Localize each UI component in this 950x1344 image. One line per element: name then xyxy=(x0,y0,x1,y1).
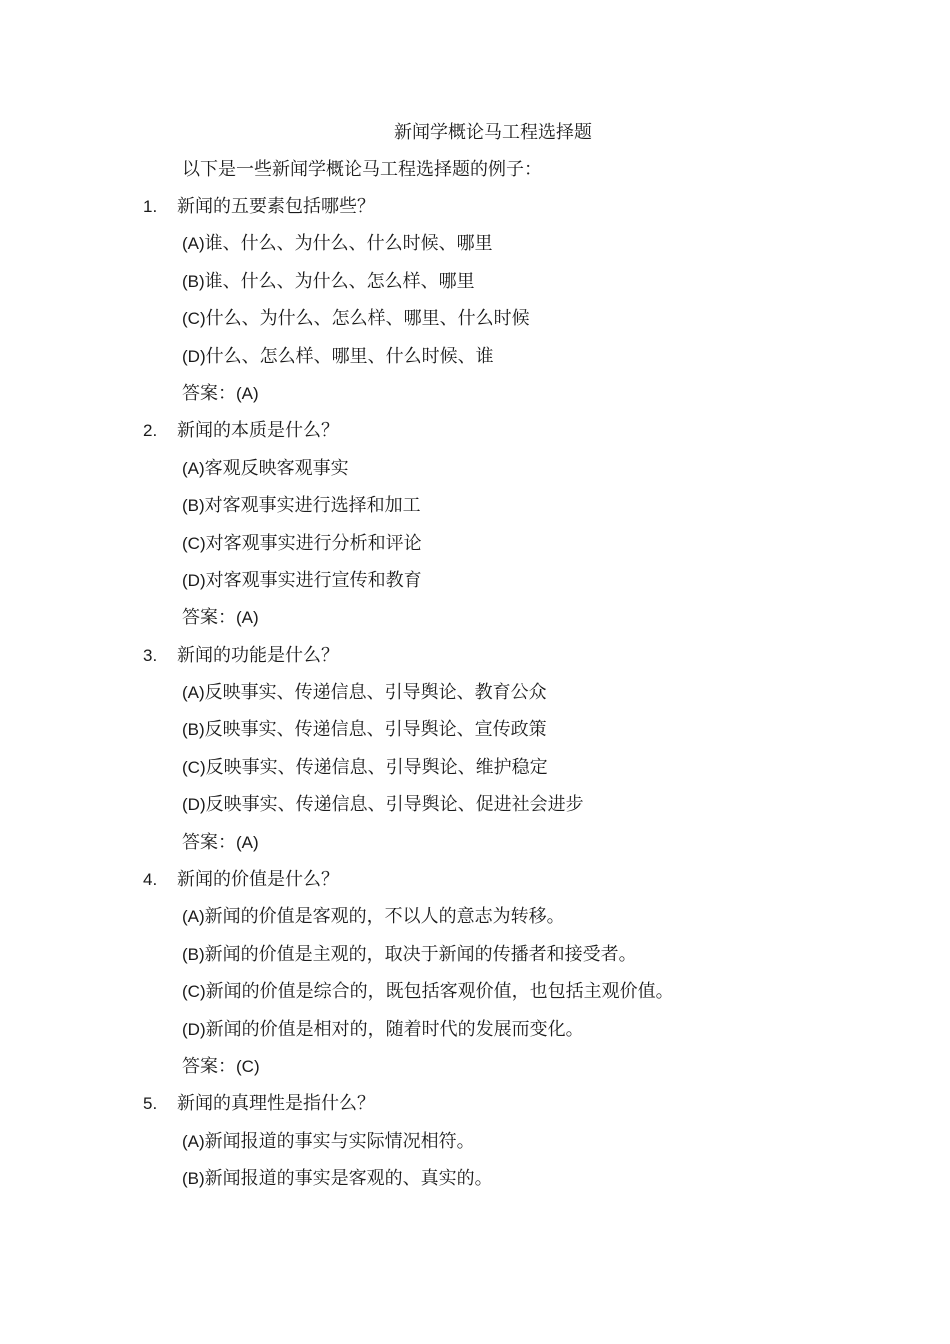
option-row xyxy=(0,344,950,381)
answer-row xyxy=(0,830,950,867)
option-letter: (D) xyxy=(182,1019,206,1039)
option-text: 对客观事实进行宣传和教育 xyxy=(205,569,422,591)
option xyxy=(182,568,422,594)
question-number: 5. xyxy=(143,1094,158,1114)
option-text: 什么、怎么样、哪里、什么时候、谁 xyxy=(205,345,494,367)
answer-value: (C) xyxy=(236,1056,260,1076)
option-row xyxy=(0,1017,950,1054)
option-letter: (C) xyxy=(182,309,206,329)
answer-value: (A) xyxy=(236,383,259,403)
option-letter: (C) xyxy=(182,982,206,1002)
option xyxy=(182,1129,475,1155)
question-text: 新闻的真理性是指什么？ xyxy=(177,1093,375,1115)
option-text: 新闻报道的事实是客观的、真实的。 xyxy=(204,1168,493,1190)
answer-row xyxy=(0,381,950,418)
option-row xyxy=(0,531,950,568)
option xyxy=(182,717,547,743)
option-row xyxy=(0,979,950,1016)
option-text: 什么、为什么、怎么样、哪里、什么时候 xyxy=(205,308,530,330)
question-text: 新闻的本质是什么？ xyxy=(177,420,339,442)
option xyxy=(182,904,565,930)
option-letter: (A) xyxy=(182,1131,205,1151)
question-row xyxy=(0,867,950,904)
option-text: 新闻的价值是客观的，不以人的意志为转移。 xyxy=(204,906,565,928)
option-text: 谁、什么、为什么、什么时候、哪里 xyxy=(204,233,493,255)
option-letter: (C) xyxy=(182,757,206,777)
answer-row xyxy=(0,605,950,642)
option xyxy=(182,269,475,295)
option xyxy=(182,306,530,332)
answer-value: (A) xyxy=(236,608,259,628)
option-row xyxy=(0,717,950,754)
option xyxy=(182,979,674,1005)
question-text: 新闻的五要素包括哪些？ xyxy=(177,196,375,217)
answer-value: (A) xyxy=(236,832,259,852)
option-text: 反映事实、传递信息、引导舆论、维护稳定 xyxy=(205,756,548,778)
option-row xyxy=(0,568,950,605)
answer-label: 答案： xyxy=(182,607,236,629)
option-letter: (A) xyxy=(182,683,205,703)
option-text: 对客观事实进行选择和加工 xyxy=(204,495,421,517)
option-text: 新闻的价值是主观的，取决于新闻的传播者和接受者。 xyxy=(204,943,637,965)
option-row xyxy=(0,493,950,530)
answer xyxy=(182,830,259,856)
option-letter: (A) xyxy=(182,458,205,478)
option-letter: (A) xyxy=(182,907,205,927)
question-number: 3. xyxy=(143,645,158,665)
question-text: 新闻的价值是什么？ xyxy=(177,869,339,891)
question-row xyxy=(0,643,950,680)
question-row xyxy=(0,418,950,455)
answer-label: 答案： xyxy=(182,831,236,853)
option xyxy=(182,344,494,370)
page-title: 新闻学概论马工程选择题 xyxy=(394,122,592,143)
question-number: 2. xyxy=(143,421,158,441)
option-text: 客观反映客观事实 xyxy=(204,457,349,479)
intro-text: 以下是一些新闻学概论马工程选择题的例子： xyxy=(182,159,542,180)
option xyxy=(182,1017,584,1043)
option-text: 新闻报道的事实与实际情况相符。 xyxy=(204,1130,475,1152)
option-row xyxy=(0,269,950,306)
answer xyxy=(182,605,259,631)
option-letter: (B) xyxy=(182,1169,205,1189)
option-row xyxy=(0,755,950,792)
answer xyxy=(182,1054,260,1080)
question-number: 1. xyxy=(143,197,158,216)
question-row xyxy=(0,1091,950,1128)
option-letter: (C) xyxy=(182,533,206,553)
option-letter: (D) xyxy=(182,346,206,366)
option-text: 反映事实、传递信息、引导舆论、宣传政策 xyxy=(204,719,547,741)
option-letter: (B) xyxy=(182,271,205,291)
option-letter: (D) xyxy=(182,795,206,815)
option-letter: (B) xyxy=(182,944,205,964)
option-row xyxy=(0,904,950,941)
option-row xyxy=(0,792,950,829)
option xyxy=(182,942,637,968)
question-number: 4. xyxy=(143,870,158,890)
option xyxy=(182,792,584,818)
question-text: 新闻的功能是什么？ xyxy=(177,644,339,666)
option-row xyxy=(0,231,950,268)
option-letter: (B) xyxy=(182,496,205,516)
option-row xyxy=(0,306,950,343)
option-text: 反映事实、传递信息、引导舆论、教育公众 xyxy=(204,682,547,704)
option-row xyxy=(0,456,950,493)
answer-row xyxy=(0,1054,950,1091)
answer xyxy=(182,381,259,407)
option-row xyxy=(0,942,950,979)
option-letter: (D) xyxy=(182,570,206,590)
option xyxy=(182,755,548,781)
option-text: 新闻的价值是相对的，随着时代的发展而变化。 xyxy=(205,1018,584,1040)
option-text: 反映事实、传递信息、引导舆论、促进社会进步 xyxy=(205,794,584,816)
option-text: 对客观事实进行分析和评论 xyxy=(205,532,422,554)
option xyxy=(182,531,422,557)
option-letter: (A) xyxy=(182,234,205,254)
option xyxy=(182,493,421,519)
question-row xyxy=(0,194,950,231)
option xyxy=(182,456,349,482)
option-letter: (B) xyxy=(182,720,205,740)
option xyxy=(182,1166,493,1192)
option xyxy=(182,680,547,706)
answer-label: 答案： xyxy=(182,382,236,404)
option-row xyxy=(0,680,950,717)
option xyxy=(182,231,493,257)
option-row xyxy=(0,1129,950,1166)
answer-label: 答案： xyxy=(182,1055,236,1077)
option-text: 新闻的价值是综合的，既包括客观价值，也包括主观价值。 xyxy=(205,981,674,1003)
option-text: 谁、什么、为什么、怎么样、哪里 xyxy=(204,270,475,292)
question-list xyxy=(0,194,950,1204)
option-row xyxy=(0,1166,950,1203)
